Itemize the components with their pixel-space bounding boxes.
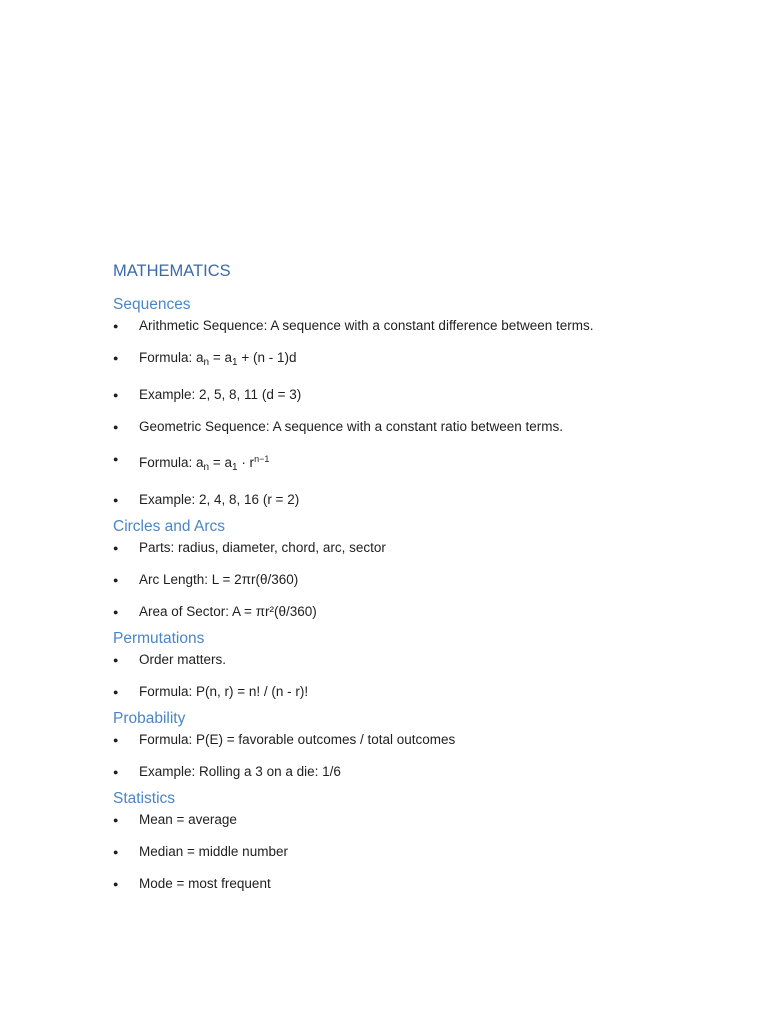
formula-subscript: n (203, 462, 210, 473)
list-item (113, 316, 713, 336)
section-heading-permutations: Permutations (113, 630, 205, 647)
list-item (113, 762, 713, 782)
list-item (113, 874, 713, 894)
list-item (113, 490, 713, 510)
permutations-list (113, 650, 713, 702)
formula-prefix: Formula: a (139, 350, 204, 365)
list-item (113, 417, 713, 437)
section-heading-circles-and-arcs: Circles and Arcs (113, 518, 225, 535)
list-item-text: Example: 2, 4, 8, 16 (r = 2) (139, 492, 300, 507)
list-item-text: Formula: P(n, r) = n! / (n - r)! (139, 684, 309, 699)
list-item-text: Area of Sector: A = πr²(θ/360) (139, 604, 317, 619)
document-title: MATHEMATICS (113, 262, 231, 280)
sequences-list (113, 316, 713, 510)
list-item (113, 449, 713, 478)
list-item (113, 842, 713, 862)
statistics-list (113, 810, 713, 894)
list-item-text: Example: Rolling a 3 on a die: 1/6 (139, 764, 341, 779)
formula-subscript: 1 (232, 357, 238, 368)
list-item-text: Parts: radius, diameter, chord, arc, sector (139, 540, 386, 555)
section-heading-statistics: Statistics (113, 790, 176, 807)
formula-subscript: 1 (232, 462, 238, 473)
list-item (113, 730, 713, 750)
section-heading-sequences: Sequences (113, 296, 191, 313)
list-item-text: Example: 2, 5, 8, 11 (d = 3) (139, 387, 302, 402)
section-heading-probability: Probability (113, 710, 186, 727)
list-item (113, 570, 713, 590)
list-item (113, 682, 713, 702)
formula-suffix: + (n - 1)d (237, 350, 297, 365)
list-item-text: Formula: P(E) = favorable outcomes / total outcomes (139, 732, 456, 747)
list-item (113, 348, 713, 373)
probability-list (113, 730, 713, 782)
list-item (113, 650, 713, 670)
list-item-text: Arc Length: L = 2πr(θ/360) (139, 572, 299, 587)
formula-superscript: n−1 (254, 454, 270, 464)
formula-prefix: Formula: a (139, 455, 204, 470)
list-item-text: Order matters. (139, 652, 227, 667)
circles-list (113, 538, 713, 622)
formula-mid: = a (209, 455, 232, 470)
list-item (113, 602, 713, 622)
list-item (113, 385, 713, 405)
list-item-text: Mean = average (139, 812, 237, 827)
formula-subscript: n (203, 357, 210, 368)
list-item-text: Mode = most frequent (139, 876, 271, 891)
list-item (113, 538, 713, 558)
document-page (113, 258, 713, 900)
formula-dot-r: · r (237, 455, 255, 470)
list-item-text: Arithmetic Sequence: A sequence with a constant difference between terms. (139, 318, 594, 333)
list-item-text: Median = middle number (139, 844, 288, 859)
formula-mid: = a (209, 350, 232, 365)
list-item-text: Geometric Sequence: A sequence with a constant ratio between terms. (139, 419, 563, 434)
list-item (113, 810, 713, 830)
